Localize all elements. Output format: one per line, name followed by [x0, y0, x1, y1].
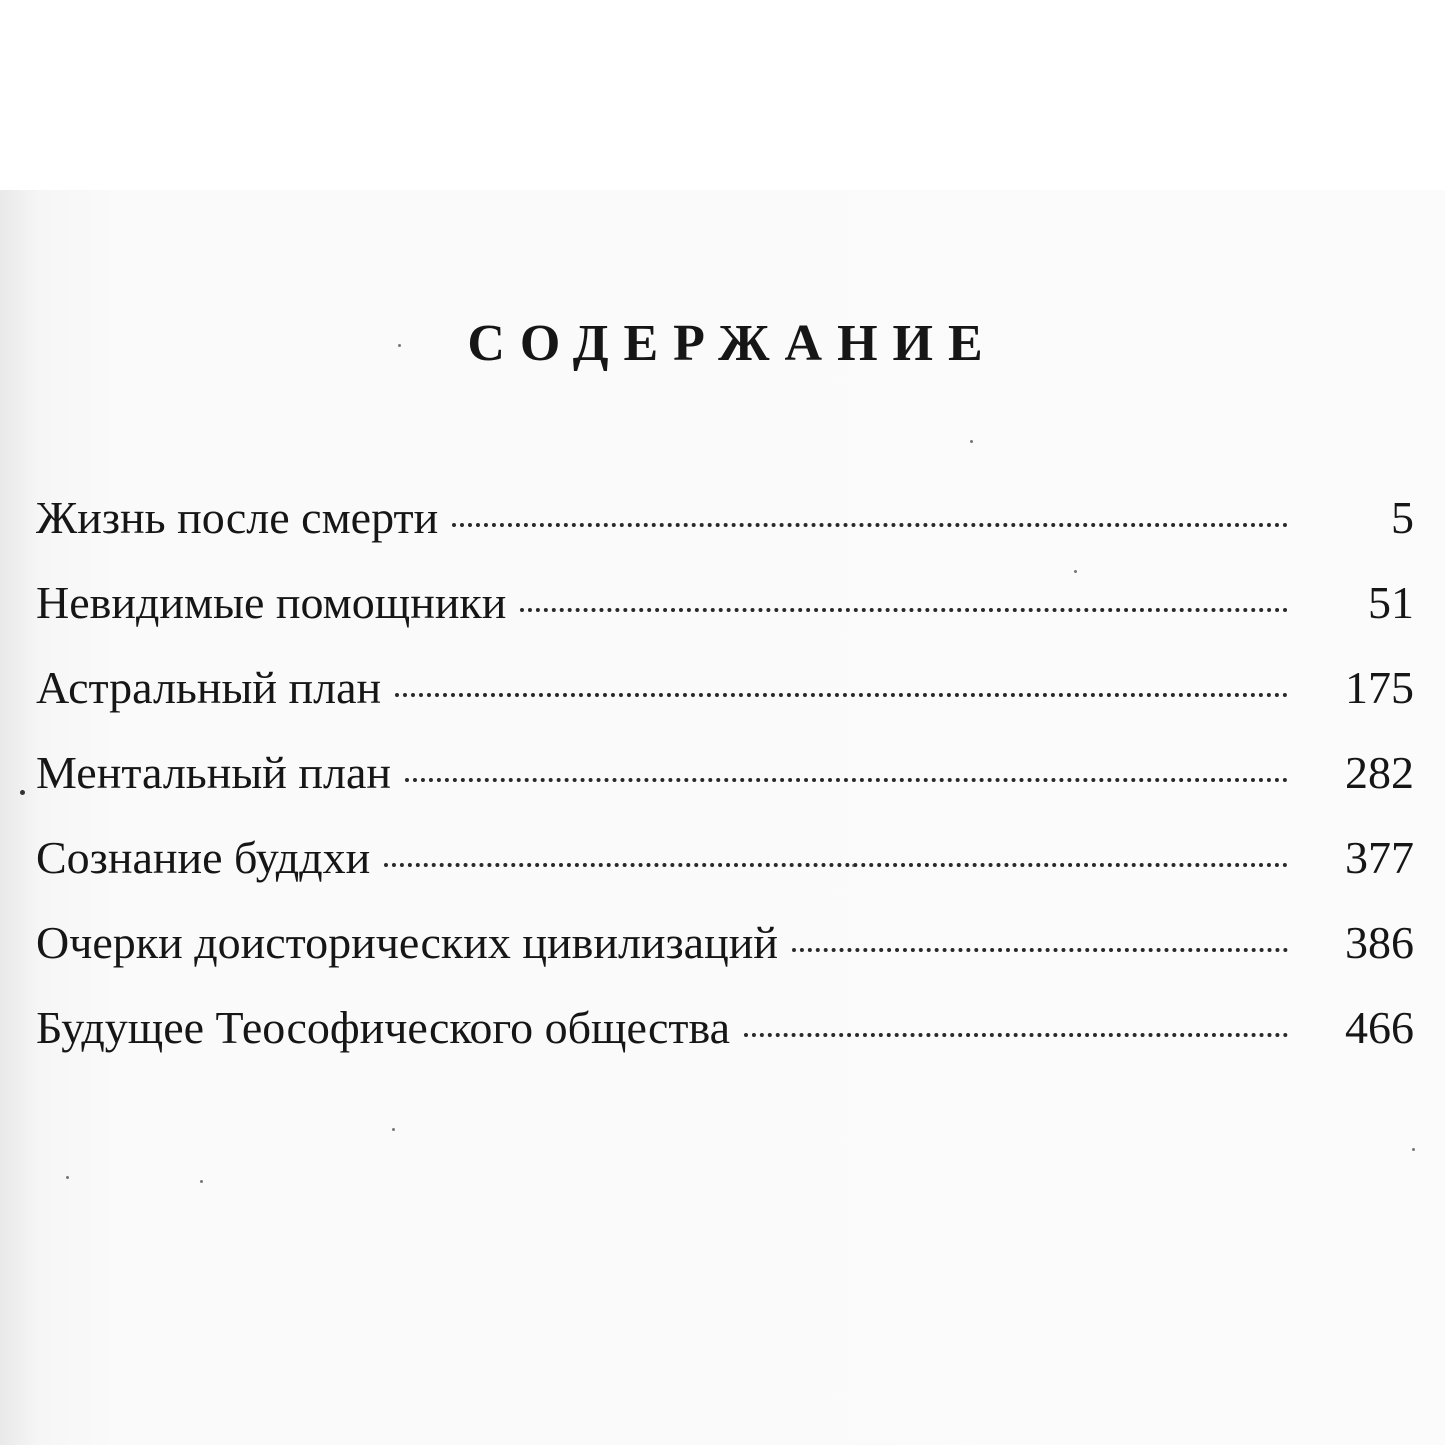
toc-entry-title: Очерки доисторических цивилизаций — [36, 917, 778, 968]
toc-entry-title: Жизнь после смерти — [36, 492, 439, 543]
dot-leader — [384, 863, 1288, 867]
toc-entry-title: Ментальный план — [36, 747, 391, 798]
toc-entry[interactable] — [36, 913, 1414, 998]
toc-entry[interactable] — [36, 658, 1414, 743]
dot-leader — [520, 608, 1288, 612]
dot-leader — [405, 778, 1288, 782]
dot-leader — [744, 1033, 1288, 1037]
dot-leader — [452, 523, 1288, 527]
scan-top-margin — [0, 0, 1445, 190]
scan-speck — [1412, 1148, 1415, 1151]
toc-entry[interactable] — [36, 998, 1414, 1083]
toc-entry[interactable] — [36, 573, 1414, 658]
scan-speck — [20, 790, 25, 795]
scan-speck — [200, 1180, 203, 1183]
page-title: СОДЕРЖАНИЕ — [467, 315, 998, 372]
toc-entry-page-number: 282 — [1345, 747, 1414, 798]
dot-leader — [792, 948, 1288, 952]
toc-entry-title: Невидимые помощники — [36, 577, 507, 628]
toc-entry-page-number: 5 — [1391, 492, 1414, 543]
toc-entry[interactable] — [36, 488, 1414, 573]
scan-speck — [970, 440, 973, 443]
toc-entry-page-number: 51 — [1368, 577, 1414, 628]
toc-entry[interactable] — [36, 828, 1414, 913]
toc-entry-title: Сознание буддхи — [36, 832, 371, 883]
scan-speck — [392, 1128, 395, 1131]
toc-entry-page-number: 386 — [1345, 917, 1414, 968]
scan-speck — [66, 1176, 69, 1179]
table-of-contents — [36, 488, 1414, 1083]
toc-entry[interactable] — [36, 743, 1414, 828]
toc-entry-page-number: 377 — [1345, 832, 1414, 883]
toc-entry-page-number: 175 — [1345, 662, 1414, 713]
toc-entry-title: Астральный план — [36, 662, 382, 713]
toc-entry-title: Будущее Теософического общества — [36, 1002, 731, 1053]
toc-entry-page-number: 466 — [1345, 1002, 1414, 1053]
dot-leader — [395, 693, 1288, 697]
